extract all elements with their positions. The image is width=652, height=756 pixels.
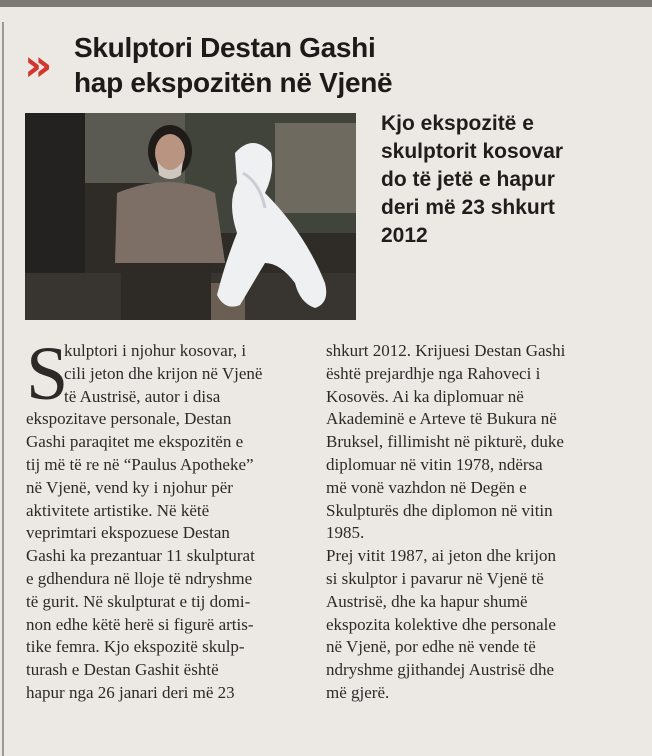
body-line: aktivitete artistike. Në këtë (26, 500, 210, 520)
standfirst-line: do të jetë e hapur (381, 168, 555, 191)
body-line: kulptori i njohur kosovar, i (64, 341, 247, 360)
standfirst-line: skulptorit kosovar (381, 140, 564, 163)
body-column-2 (326, 340, 626, 705)
body-line: tij më të re në “Paulus Apotheke” (26, 454, 254, 474)
standfirst-line: 2012 (381, 224, 428, 247)
body-line: të gurit. Në skulpturat e tij domi- (26, 591, 251, 611)
headline-line-2: hap ekspozitën në Vjenë (74, 67, 393, 98)
body-line: diplomuar në vitin 1978, ndërsa (326, 454, 543, 474)
body-line: Gashi ka prezantuar 11 skulpturat (26, 546, 255, 566)
body-line: në Vjenë, por edhe në vende të (326, 637, 536, 657)
body-line: Prej vitit 1987, ai jeton dhe krijon (326, 546, 556, 566)
body-line: tike femra. Kjo ekspozitë skulp- (26, 637, 245, 657)
body-line: të Austrisë, autor i disa (64, 386, 221, 406)
body-line: turash e Destan Gashit është (26, 660, 219, 680)
body-line: është prejardhje nga Rahoveci i (326, 363, 541, 383)
body-line: 1985. (326, 523, 365, 543)
body-column-1 (26, 340, 294, 705)
headline-arrow-icon: » (24, 40, 53, 91)
drop-cap: S (26, 332, 69, 416)
body-line: si skulptor i pavarur në Vjenë të (326, 568, 544, 588)
photo-illustration (25, 113, 356, 320)
top-border (0, 0, 652, 7)
body-line: Austrisë, dhe ka hapur shumë (326, 591, 528, 611)
headline-line-1: Skulptori Destan Gashi (74, 32, 376, 63)
body-line: hapur nga 26 janari deri më 23 (26, 682, 235, 702)
body-line: Akademinë e Arteve të Bukura në (326, 409, 557, 429)
body-line: më vonë vazhdon në Degën e (326, 477, 527, 497)
left-column-rule (2, 22, 4, 756)
body-line: më gjerë. (326, 682, 390, 702)
body-line: non edhe këtë herë si figurë artis- (26, 614, 254, 634)
body-line: ekspozita kolektive dhe personale (326, 614, 556, 634)
body-line: në Vjenë, vend ky i njohur për (26, 477, 233, 497)
body-line: Skulpturës dhe diplomon në vitin (326, 500, 553, 520)
body-line: Bruksel, fillimisht në pikturë, duke (326, 432, 564, 452)
standfirst-line: Kjo ekspozitë e (381, 112, 534, 135)
sculptor-photo (25, 113, 356, 320)
standfirst (381, 110, 611, 250)
body-line: cili jeton dhe krijon në Vjenë (64, 363, 263, 383)
body-line: ekspozitave personale, Destan (26, 409, 232, 429)
body-line: shkurt 2012. Krijuesi Destan Gashi (326, 341, 566, 360)
headline (74, 30, 414, 100)
body-line: ndryshme gjithandej Austrisë dhe (326, 660, 555, 680)
body-line: Gashi paraqitet me ekspozitën e (26, 432, 244, 452)
body-line: veprimtari ekspozuese Destan (26, 523, 230, 543)
body-line: Kosovës. Ai ka diplomuar në (326, 386, 524, 406)
body-line: e gdhendura në lloje të ndryshme (26, 568, 253, 588)
standfirst-line: deri më 23 shkurt (381, 196, 555, 219)
